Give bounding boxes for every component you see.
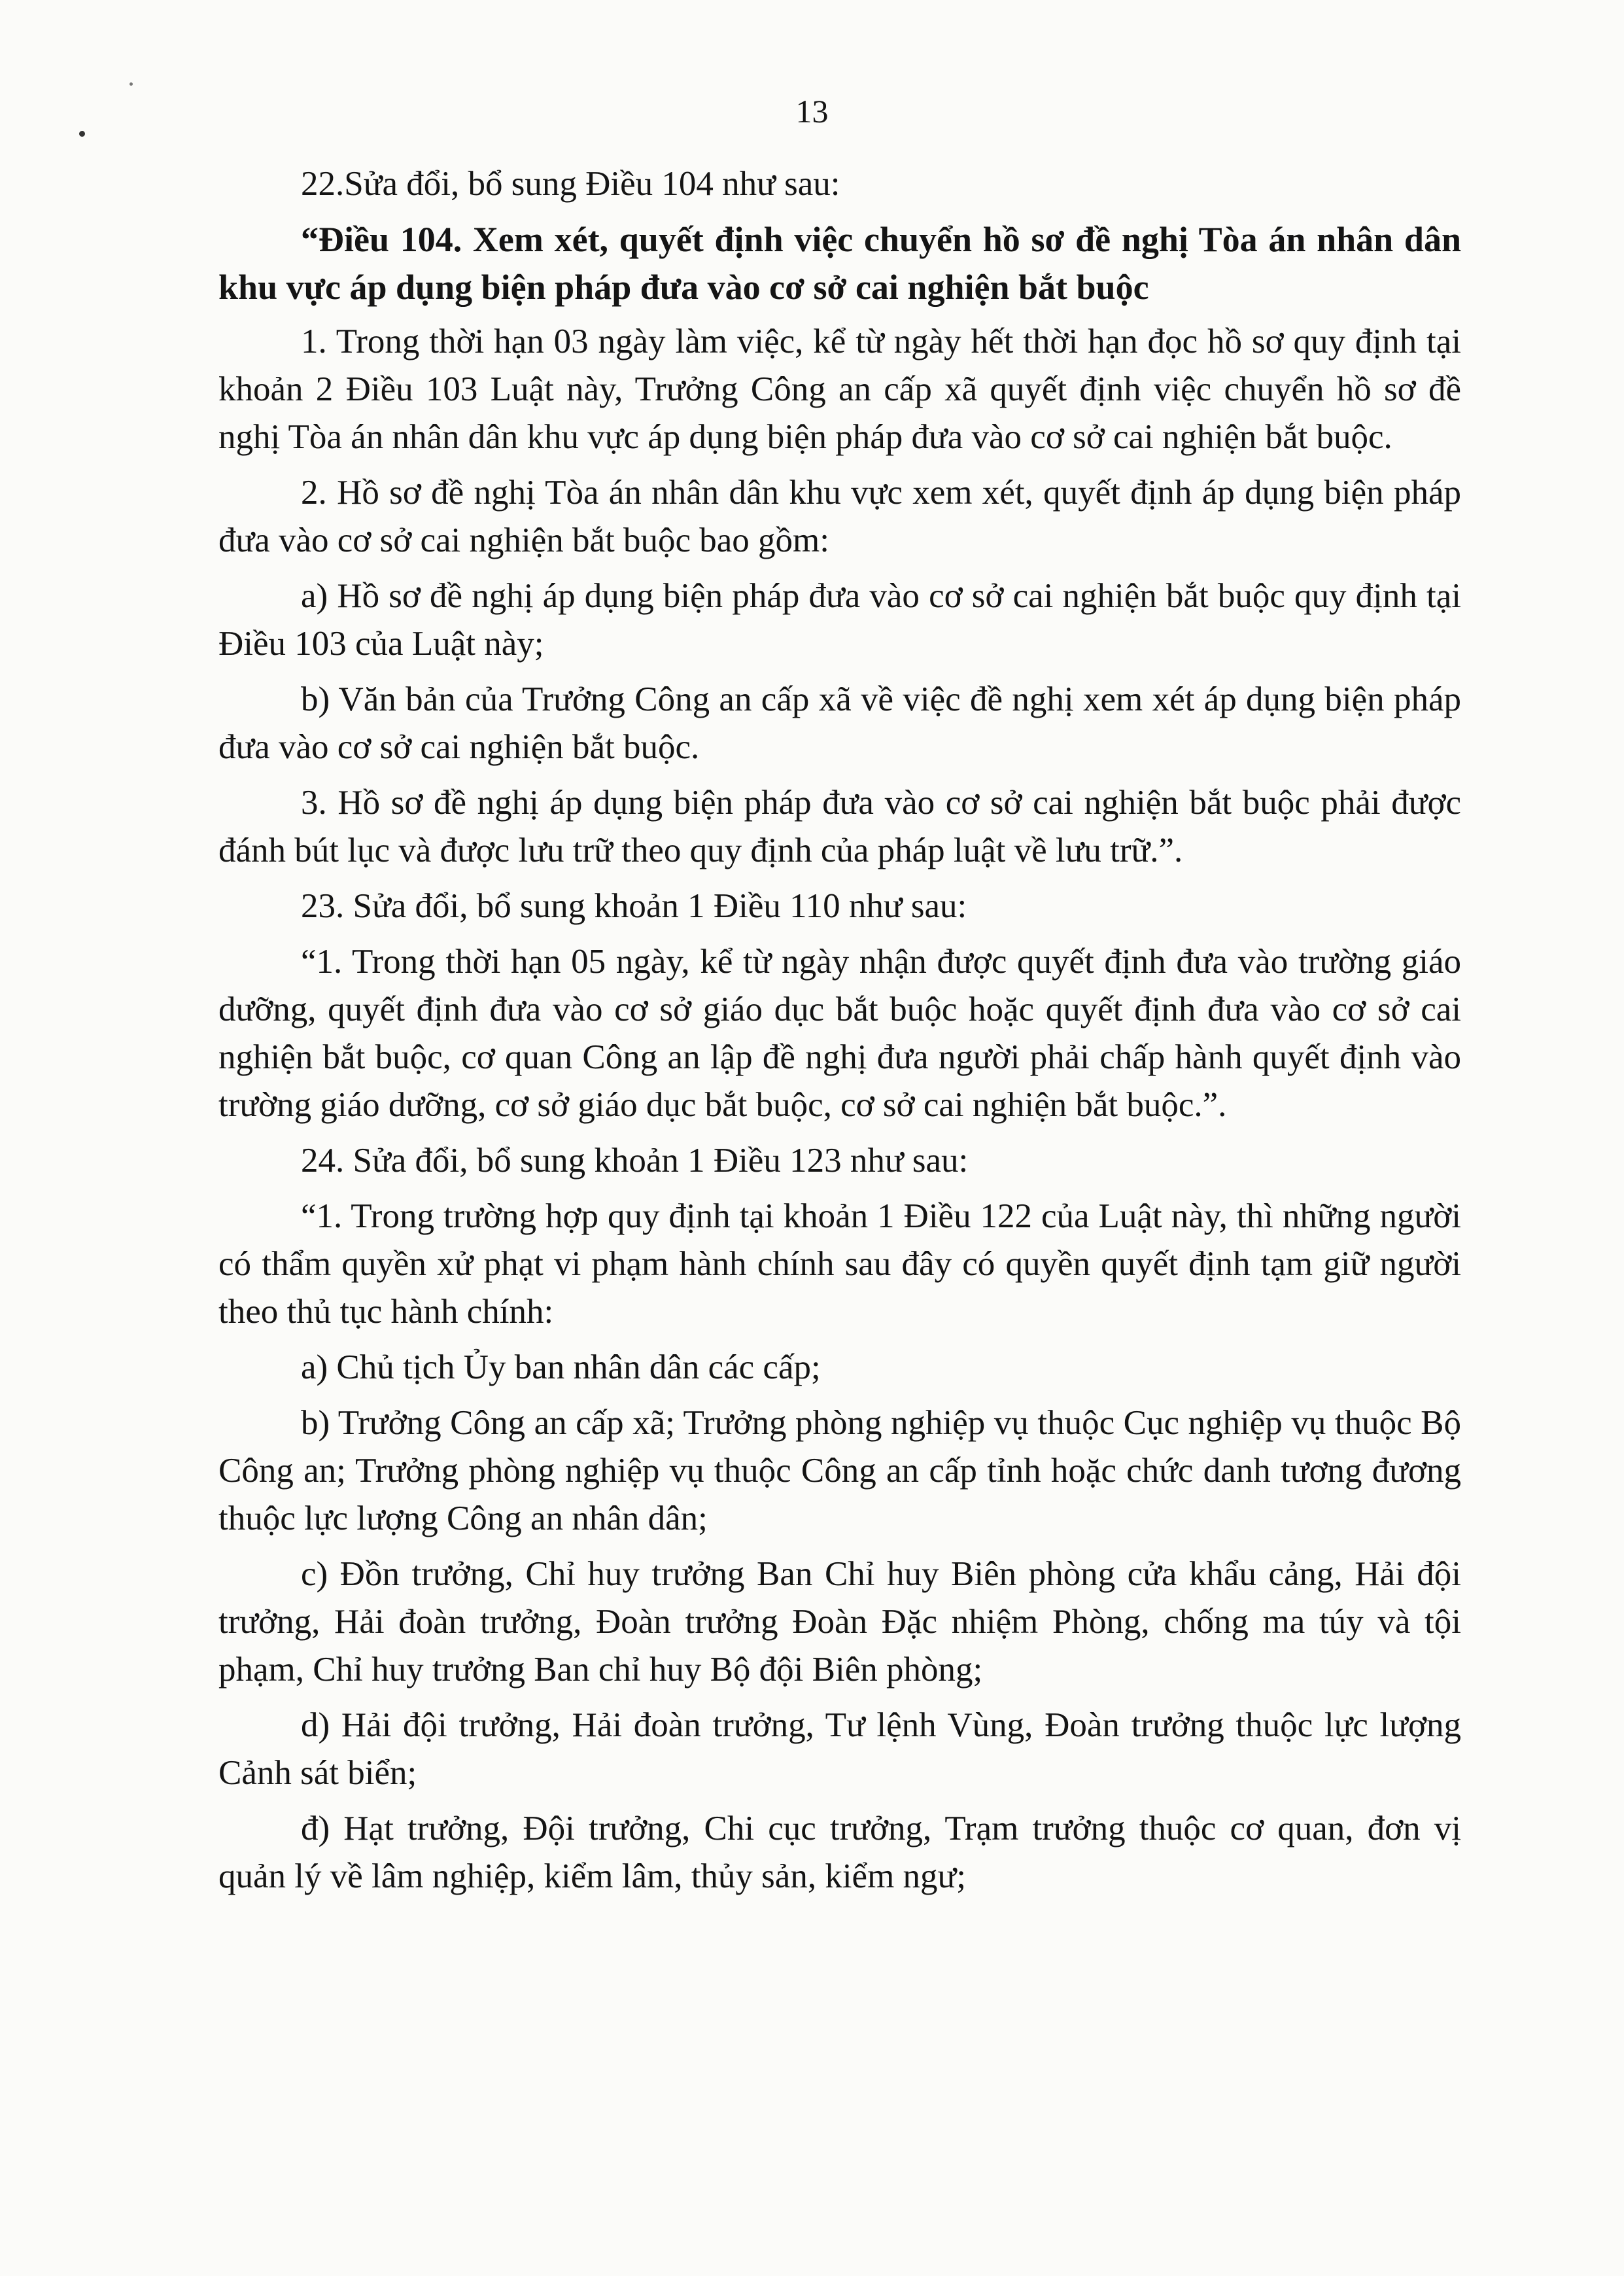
paragraph-104-clause-2a: a) Hồ sơ đề nghị áp dụng biện pháp đưa vào cơ sở cai nghiện bắt buộc quy định tại Điều 103 của Luật này; [218, 577, 1461, 663]
paragraph-104-clause-2b: b) Văn bản của Trưởng Công an cấp xã về việc đề nghị xem xét áp dụng biện pháp đưa vào cơ sở cai nghiện bắt buộc. [218, 680, 1461, 766]
article-104-heading: “Điều 104. Xem xét, quyết định việc chuyển hồ sơ đề nghị Tòa án nhân dân khu vực áp dụng biện pháp đưa vào cơ sở cai nghiện bắt buộc [218, 220, 1461, 307]
paragraph-123-clause-1d: d) Hải đội trưởng, Hải đoàn trưởng, Tư lệnh Vùng, Đoàn trưởng thuộc lực lượng Cảnh sát biển; [218, 1706, 1461, 1792]
paragraph-123-clause-1: “1. Trong trường hợp quy định tại khoản 1 Điều 122 của Luật này, thì những người có thẩm quyền xử phạt vi phạm hành chính sau đây có quyền quyết định tạm giữ người theo thủ tục hành chính: [218, 1197, 1461, 1331]
scan-speck [79, 131, 85, 137]
page-number: 13 [795, 93, 829, 130]
paragraph-104-clause-1: 1. Trong thời hạn 03 ngày làm việc, kể từ ngày hết thời hạn đọc hồ sơ quy định tại khoản 2 Điều 103 Luật này, Trưởng Công an cấp xã quyết định việc chuyển hồ sơ đề nghị Tòa án nhân dân khu vực áp dụng biện pháp đưa vào cơ sở cai nghiện bắt buộc. [218, 323, 1461, 456]
paragraph-123-clause-1c: c) Đồn trưởng, Chỉ huy trưởng Ban Chỉ huy Biên phòng cửa khẩu cảng, Hải đội trưởng, Hải đoàn trưởng, Đoàn trưởng Đoàn Đặc nhiệm Phòng, chống ma túy và tội phạm, Chỉ huy trưởng Ban chỉ huy Bộ đội Biên phòng; [218, 1555, 1461, 1689]
paragraph-123-clause-1a: a) Chủ tịch Ủy ban nhân dân các cấp; [301, 1348, 821, 1386]
paragraph-104-clause-3: 3. Hồ sơ đề nghị áp dụng biện pháp đưa vào cơ sở cai nghiện bắt buộc phải được đánh bút lục và được lưu trữ theo quy định của pháp luật về lưu trữ.”. [218, 784, 1461, 869]
scan-speck [130, 82, 133, 86]
paragraph-110-clause-1: “1. Trong thời hạn 05 ngày, kể từ ngày nhận được quyết định đưa vào trường giáo dưỡng, quyết định đưa vào cơ sở giáo dục bắt buộc hoặc quyết định đưa vào cơ sở cai nghiện bắt buộc, cơ quan Công an lập đề nghị đưa người phải chấp hành quyết định vào trường giáo dưỡng, cơ sở giáo dục bắt buộc, cơ sở cai nghiện bắt buộc.”. [218, 943, 1461, 1124]
document-body [218, 160, 1461, 1908]
paragraph-24-intro: 24. Sửa đổi, bổ sung khoản 1 Điều 123 như sau: [301, 1142, 969, 1180]
paragraph-123-clause-1dd: đ) Hạt trưởng, Đội trưởng, Chi cục trưởng, Trạm trưởng thuộc cơ quan, đơn vị quản lý về lâm nghiệp, kiểm lâm, thủy sản, kiểm ngư; [218, 1810, 1461, 1895]
paragraph-22-intro: 22.Sửa đổi, bổ sung Điều 104 như sau: [301, 165, 840, 203]
paragraph-123-clause-1b: b) Trưởng Công an cấp xã; Trưởng phòng nghiệp vụ thuộc Cục nghiệp vụ thuộc Bộ Công an; Trưởng phòng nghiệp vụ thuộc Công an cấp tỉnh hoặc chức danh tương đương thuộc lực lượng Công an nhân dân; [218, 1404, 1461, 1537]
paragraph-23-intro: 23. Sửa đổi, bổ sung khoản 1 Điều 110 như sau: [301, 887, 967, 925]
paragraph-104-clause-2: 2. Hồ sơ đề nghị Tòa án nhân dân khu vực xem xét, quyết định áp dụng biện pháp đưa vào cơ sở cai nghiện bắt buộc bao gồm: [218, 474, 1461, 559]
